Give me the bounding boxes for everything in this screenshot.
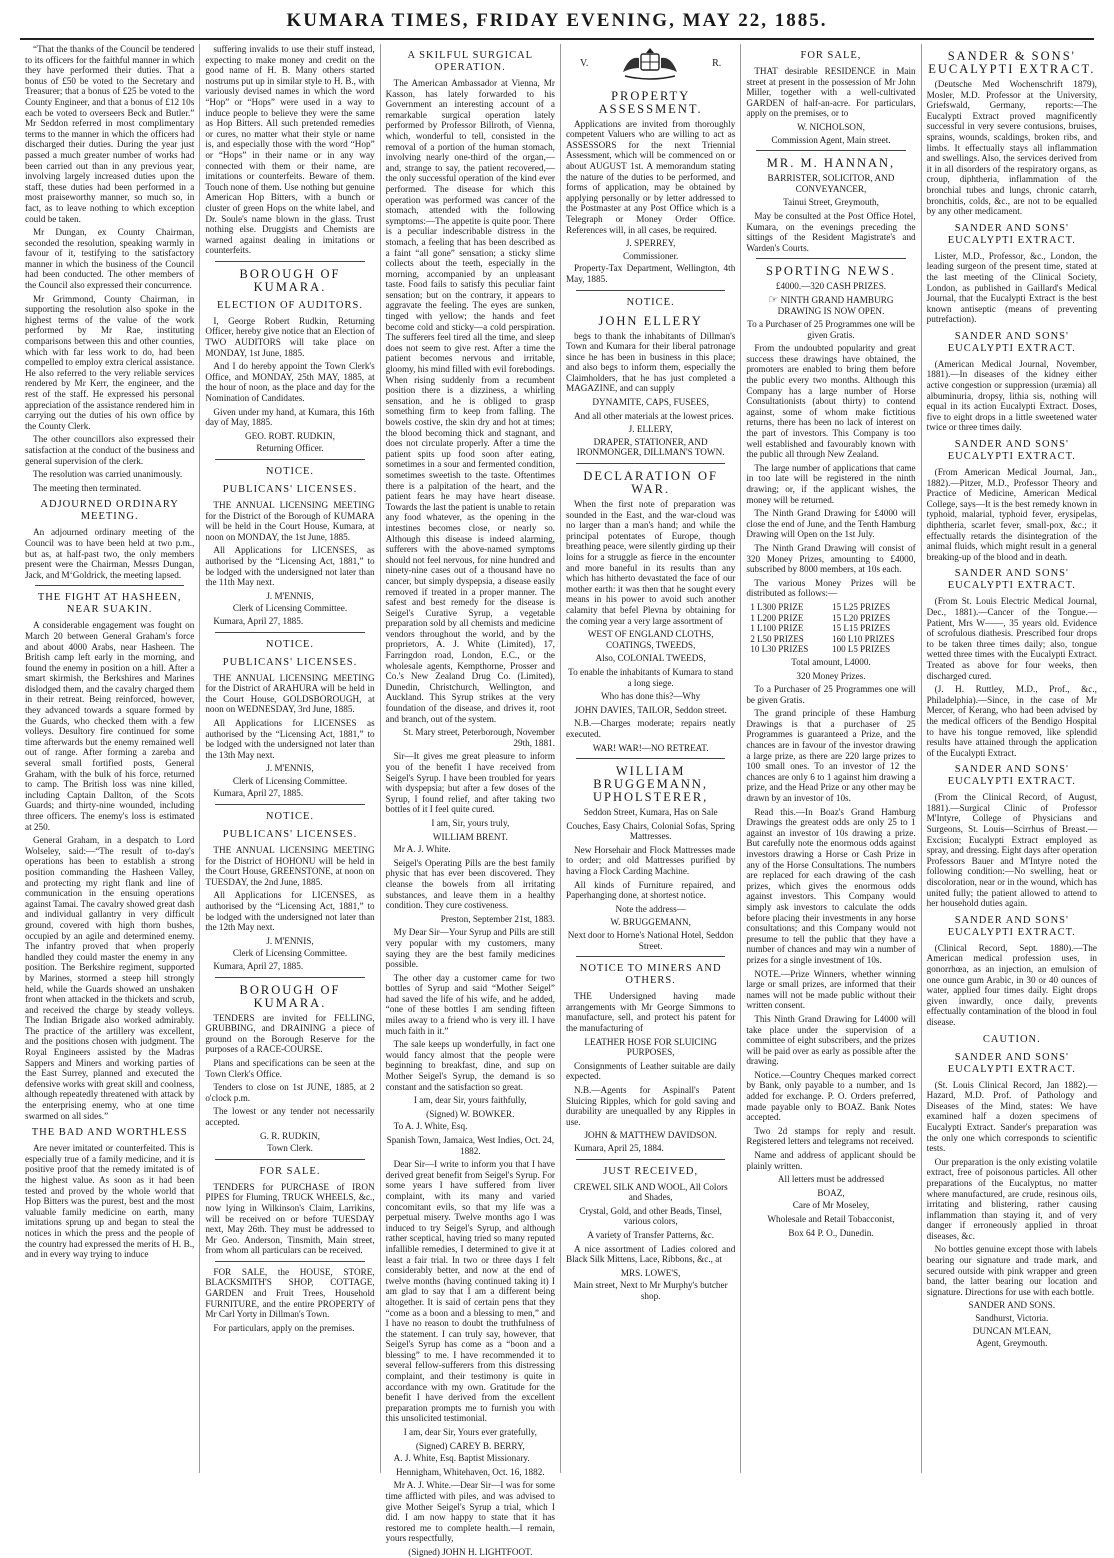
signature: WILLIAM BRENT. [432,831,508,842]
paragraph: NOTE.—Prize Winners, whether winning large or small prizes, are informed that their names will not be made public without their written consent. [746,968,916,1011]
section-heading: CAUTION. [982,1033,1041,1045]
paragraph: All Applications for LICENSES as authorised by the “Licensing Act, 1881,” to be lodged with the undersigned not later than the 13th May next. [205,717,375,760]
paragraph: suffering invalids to use their stuff instead, expecting to make money and credit on the good name of H. B. Many others started nostrums put up in similar style to H. B., with variously devised names in which the word “Hop” or “Hops” were used in a way to induce people to believe they were the same as Hop Bitters. All such pretended remedies or cures, no matter what their style or name is, and especially those with the word “Hop” or “Hops” in their name or in any way connected with them or their name, are imitations or counterfeits. Beware of them. Touch none of them. Use nothing but genuine American Hop Bitters, with a bunch or cluster of green Hops on the white label, and Dr. Soule's name blown in the glass. Trust nothing else. Druggists and Chemists are warned against dealing in imitations or counterfeits. [205,44,375,256]
section-heading: PUBLICANS' LICENSES. [222,484,358,495]
paragraph: The other councillors also expressed their satisfaction at the conduct of the business and general supervision of the clerk. [25,434,195,466]
paragraph: Couches, Easy Chairs, Colonial Sofas, Spring Mattresses. [566,820,735,842]
paragraph: TENDERS are invited for FELLING, GRUBBING, and DRAINING a piece of ground on the Borough Reserve for the purposes of a RACE-COURSE. [205,1012,375,1055]
paragraph: N.B.—Charges moderate; repairs neatly executed. [565,718,736,739]
section-heading: NOTICE. [265,466,315,477]
signature-title: Commission Agent, Main street. [771,134,891,145]
paragraph [746,295,915,316]
paragraph: LEATHER HOSE FOR SLUICING PURPOSES, [584,1036,717,1058]
paragraph: I am, dear Sir, yours faithfully, [413,1095,527,1106]
newspaper-columns [20,44,1102,1557]
section-heading: THE FIGHT AT HASHEEN, NEAR SUAKIN. [37,592,182,616]
signature: J. ELLERY, [628,424,673,435]
paragraph: (Deutsche Med Wochenschrift 1879), Mosler, M.D. Professor at the University, Griefswald, Germany, reports:—The Eucalypti Extract proved magnificently successful in very severe contusions, bruises, sprains, wounds, scaldings, broken ribs, and limbs. It effectually stays all inflammation and swellings. Also, the services derived from it in all disorders of the respiratory organs, as croup, diphtheria, inflammation of the bronchial tubes and lungs, chronic catarrh, bronchitis, colds, &c., are not to be equalled by any other medicament. [926,79,1097,217]
paragraph: Main street, Next to Mr Murphy's butcher shop. [573,1280,728,1301]
section-heading: NOTICE TO MINERS AND OTHERS. [579,963,722,987]
letter-location: St. Mary street, Peterborough, November 29th, 1881. [403,727,555,748]
paragraph: The Ninth Grand Drawing will consist of 320 Money Prizes, amounting to £4000, subscribed by 8000 members, at 10s each. [746,542,916,575]
paragraph: THE ANNUAL LICENSING MEETING for the District of the Borough of KUMARA will be held in the Court House, Kumara, at noon on MONDAY, the 1st June, 1885. [205,500,375,542]
notice-date: Kumara, April 27, 1885. [213,615,304,626]
section-heading: A SKILFUL SURGICAL OPERATION. [407,50,534,73]
section-heading: NOTICE. [626,296,675,308]
signature-title: Clerk of Licensing Committee. [232,775,348,786]
masthead [20,8,1094,40]
signature: W. BRUGGEMANN, [610,917,691,928]
paragraph: To A. J. White, Esq. [393,1121,468,1132]
prize-cell: 15 L25 PRIZES [832,601,891,612]
notice-heading: JOHN ELLERY [598,313,703,328]
coat-of-arms-icon [615,46,685,84]
paragraph: The lowest or any tender not necessarily accepted. [205,1106,375,1127]
paragraph: A nice assortment of Ladies colored and Black Silk Mittens, Lace, Ribbons, &c., at [565,1243,736,1265]
signature: G. R. RUDKIN, [260,1130,320,1141]
prize-cell: 10 L30 PRIZES [750,644,809,655]
signature: W. NICHOLSON, [797,121,865,132]
column-4 [561,44,741,1473]
paragraph: THAT desirable RESIDENCE in Main street at present in the possession of Mr John Miller, together with a well-cultivated GARDEN of half-an-acre. For particulars, apply on the premises, or to [746,66,916,119]
paragraph: (J. H. Ruttley, M.D., Prof., &c., Philadelphia).—Since, in the case of Mr Mercer, of Kerang, who had been advised by the medical officers of the Bendigo Hospital to have his tongue removed, like splendid results have attained through the application of the Eucalypti Extract. [926,684,1097,758]
paragraph: Property-Tax Department, Wellington, 4th May, 1885. [565,263,736,284]
paragraph: Who has done this?—Why [601,691,701,702]
paragraph: A considerable engagement was fought on March 20 between General Graham's force and about 4000 Arabs, near Hasheen. The British camp left early in the morning, and found the enemy in position on a hill. After a smart skirmish, the Berkshires and Marines dislodged them, and the cavalry charged them in their retreat. Being reinforced, however, they advanced towards a square formed by the Guards, who checked them with a few volleys. Desultory fire continued for some time afterwards but the enemy remained well out of range. After forming a zareba and several small fortified posts, General Graham, with the bulk of his force, returned to camp. The British loss was nine killed, including Captain Dallton, of the Scots Guards; and thirty-nine wounded, including three officers. The enemy's loss is estimated at 250. [25,620,195,832]
signature-title: Returning Officer. [256,443,324,454]
paragraph: Are never imitated or counterfeited. This is especially true of a family medicine, and it is positive proof that the remedy imitated is of the highest value. As soon as it had been tested and proved by the whole world that Hop Bitters was the purest, best and the most valuable family medicine on earth, many imitations sprung up and began to steal the notices in which the press and the people of the country had expressed the merits of H. B., and in every way trying to induce [25,1143,195,1260]
notice-heading: DECLARATION OF WAR. [583,469,718,497]
paragraph: CREWEL SILK AND WOOL, All Colors and Shades, [573,1181,728,1203]
paragraph: Mr A. J. White.—Dear Sir—I was for some time afflicted with piles, and was advised to give Mother Seigel's Syrup a trial, which I did. I am now happy to state that it has restored me to complete health.—I remain, yours respectfully, [385,1480,555,1544]
notice-heading: PROPERTY ASSESSMENT. [598,88,703,116]
signature: (Signed) W. BOWKER. [426,1108,515,1119]
paragraph: FOR SALE, the HOUSE, STORE, BLACKSMITH'S SHOP, COTTAGE, GARDEN and Fruit Trees, Household FURNITURE, and the entire PROPERTY of Mr Carl Yorty in Dillman's Town. [205,1266,375,1320]
signature-title: Town Clerk. [267,1143,313,1154]
paragraph: Our preparation is the only existing volatile extract, free of poisonous particles. All other preparations of the Eucalyptus, no matter where manufactured, are crude, resinous oils, irritating and blistering, rather causing inflammation than staying it, and of very danger if erroneously applied in throat diseases, &c. [926,1156,1097,1241]
section-heading: FOR SALE. [259,1165,321,1177]
section-heading: ADJOURNED ORDINARY MEETING. [40,499,179,523]
section-heading: NOTICE. [265,638,315,650]
notice-heading: BOROUGH OF KUMARA. [239,982,341,1010]
paragraph: Crystal, Gold, and other Beads, Tinsel, various colors, [579,1205,722,1227]
divider [215,1261,364,1262]
notice-heading: WILLIAM BRUGGEMANN, UPHOLSTERER, [592,764,709,805]
paragraph: Kumara, April 25, 1884. [573,1142,664,1153]
paragraph: An adjourned ordinary meeting of the Council was to have been held at two p.m., but as, at half-past two, the only members present were the Chairman, Messrs Dungan, Jack, and M‘Goldrick, the meeting lapsed. [25,527,195,580]
paragraph: THE Undersigned having made arrangements with Mr George Simmons to manufacture, sell, and protect his patent for the manufacturing of [565,991,736,1033]
paragraph: A variety of Transfer Patterns, &c. [587,1229,715,1240]
pointing-hand-icon: ☞ [768,293,779,306]
paragraph: 320 Money Prizes. [796,670,866,681]
section-heading: FOR SALE, [800,50,862,61]
paragraph: WEST OF ENGLAND CLOTHS, COATINGS, TWEEDS, [587,629,714,650]
prize-cell: 100 L5 PRIZES [832,644,891,655]
paragraph: “That the thanks of the Council be tendered to its officers for the faithful manner in which they have performed their duties. That a bonus of £50 be voted to the Secretary and Treasurer; that a bonus of £25 be voted to the County Engineer, and that a bonus of £12 10s each be voted to overseers Beck and Butler.” Mr Seddon referred in most complimentary terms to the manner in which the officers had discharged their duties. During the year just passed a much greater number of works had been carried out than in any previous year, involving largely increased duties upon the staff, these duties had been performed in a most praiseworthy manner, so much so, in fact, as to leave nothing to which exception could be taken. [25,44,195,224]
paragraph: (From St. Louis Electric Medical Journal, Dec., 1881).—Cancer of the Tongue.—Patient, Mrs W——, 35 years old. Evidence of scrofulous diathesis. Prescribed four drops to be taken three times daily; also, tongue wetted three times with the Eucalypti Extract. Treated as above for four weeks, then discharged cured. [926,596,1097,681]
section-heading: THE BAD AND WORTHLESS [31,1127,188,1139]
paragraph: Note the address— [615,903,686,914]
crest-letter-v: V. [579,57,589,69]
paragraph: The grand principle of these Hamburg Drawings is that a purchaser of 25 Programmes is guaranteed a Prize, and the chances are in favour of the investor drawing a large prize, as there are 220 large prizes to 100 small ones. To an investor of 12 the chances are only 6 to 1 against him drawing a prize, and the Head Prize or any other may be drawn by an investor of 10s. [746,708,916,804]
paragraph: The various Money Prizes will be distributed as follows:— [746,577,916,599]
table-row [746,634,915,645]
paragraph: I am, dear Sir, Yours ever gratefully, [403,1427,537,1438]
divider [576,758,725,759]
paragraph: A. J. White, Esq. Baptist Missionary. [393,1453,530,1464]
paragraph: All letters must be addressed [777,1174,885,1185]
paragraph: Tainui Street, Greymouth, [783,197,879,208]
signature-title: Clerk of Licensing Committee. [232,948,348,959]
divider [35,585,184,586]
paragraph: When the first note of preparation was sounded in the East, and the war-cloud was no larger than a man's hand; and while the principal potentates of Europe, though breathing peace, were silently girding up their loins for a struggle as fierce in the encounter and more baneful in its results than any which has hitherto devastated the face of our mother earth: it was then that he sought every means in his power to avoid such another calamity that befel Plevna by obtaining for the coming year a very large assortment of [565,499,736,626]
column-1 [20,44,200,1473]
paragraph: General Graham, in a despatch to Lord Wolseley, said:—“The result of to-day's operations has been to establish a strong position commanding the Hasheen Valley, and protecting my right flank and line of communication in the ensuing operations against Tamai. The cavalry showed great dash and individual gallantry in very difficult ground, covered with high thorn bushes, occupied by an agile and determined enemy. The infantry proved that when properly handled they could master the enemy in any position. The Berkshire regiment, supported by Marines, stormed a steep hill strongly held, while the Guards showed an unshaken front when attacked in the thickets and scrub, and received the charge by steady volleys. The Indian Brigade also worked admirably. The practice of the artillery was excellent, and the positions chosen with judgment. The Royal Engineers assisted by the Madras Sappers and Miners and working parties of the East Surrey, planned and executed the defensive works with great skill and coolness, although repeatedly threatened with attack by the enterprising enemy, who at one time swarmed on all sides.” [25,835,195,1121]
paragraph: My Dear Sir—Your Syrup and Pills are still very popular with my customers, many saying they are the best family medicines possible. [385,927,555,970]
paragraph: THE ANNUAL LICENSING MEETING for the District of HOHONU will be held in the Court House, GREENSTONE, at noon on TUESDAY, the 2nd June, 1885. [205,845,375,887]
prize-cell: 2 L50 PRIZES [750,633,804,644]
prize-cell: 1 L300 PRIZE [750,601,804,612]
paragraph: Seddon Street, Kumara, Has on Sale [583,807,718,818]
section-heading: SANDER AND SONS' EUCALYPTI EXTRACT. [947,568,1076,592]
table-row [746,623,915,634]
paragraph: Also, COLONIAL TWEEDS, [595,653,706,664]
notice-date: Kumara, April 27, 1885. [213,961,304,971]
paragraph: This Ninth Grand Drawing for L4000 will take place under the supervision of a committee of eight subscribers, and the prizes will be paid over as early as possible after the drawing. [746,1013,916,1067]
prize-table [746,602,915,655]
paragraph: Name and address of applicant should be plainly written. [746,1150,916,1171]
paragraph: And all other materials at the lowest prices. [573,410,734,421]
paragraph: Total amount, L4000. [791,656,871,667]
royal-crest [566,44,735,84]
prize-cell: 160 L10 PRIZES [832,633,895,644]
masthead-title: KUMARA TIMES, FRIDAY EVENING, MAY 22, 1885. [286,10,828,31]
divider [756,150,905,151]
column-3 [381,44,561,1557]
paragraph: Notice.—Country Cheques marked correct by Bank, only payable to a number, and 1s added for exchange. P. O. Orders preferred, made payable only to BOAZ. Bank Notes accepted. [746,1069,916,1123]
section-heading: SANDER AND SONS' EUCALYPTI EXTRACT. [947,764,1076,788]
signature: GEO. ROBT. RUDKIN, [245,430,335,441]
table-row [746,613,915,624]
column-6 [922,44,1102,1473]
paragraph: THE ANNUAL LICENSING MEETING for the District of ARAHURA will be held in the Court House, GOLDSBOROUGH, at noon on WEDNESDAY, 3rd June, 1885. [205,672,375,715]
crest-letter-r: R. [712,57,722,69]
paragraph: The large number of applications that came in too late will be registered in the ninth drawing; or, if the applicant wishes, the money will be returned. [746,462,916,505]
section-heading: SANDER AND SONS' EUCALYPTI EXTRACT. [947,439,1076,463]
paragraph: New Horsehair and Flock Mattresses made to order; and old Mattresses purified by having a Flock Carding Machine. [565,844,736,877]
letter-location: Hennigham, Whitehaven, Oct. 16, 1882. [396,1466,545,1477]
paragraph: Dear Sir—I write to inform you that I have derived great benefit from Seigel's Syrup. For some years I have suffered from liver complaint, with its many and varied concomitant evils, so that my life was a perpetual misery. Twelve months ago I was induced to try Seigel's Syrup, and although rather sceptical, having tried so many reputed infallible remedies, I determined to give it at least a fair trial. In two or three days I felt considerably better, and now at the end of twelve months (having continued taking it) I am glad to say that I am a different being altogether. It is said of certain pens that they “come as a boon and a blessing to men,” and I have no reason to doubt the truthfulness of the statement. I can truly say, however, that Seigel's Syrup has come as a “boon and a blessing” to me. I have recommended it to several fellow-sufferers from this distressing complaint, and their testimony is quite in accordance with my own. Gratitude for the benefit I have derived from the excellent preparation prompts me to furnish you with this unsolicited testimonial. [385,1159,555,1424]
signature-title: Clerk of Licensing Committee. [232,603,348,614]
paragraph: JOHN DAVIES, TAILOR, Seddon street. [574,704,727,715]
prize-cell: 1 L100 PRIZE [750,623,804,634]
signature: (Signed) JOHN H. LIGHTFOOT. [408,1546,533,1557]
paragraph: Next door to Horne's National Hotel, Seddon Street. [567,930,734,951]
signature-title: DRAPER, STATIONER, AND IRONMONGER, DILLMAN'S TOWN. [576,436,725,458]
paragraph: (St. Louis Clinical Record, Jan 1882).—Hazard, M.D. Prof. of Pathology and Diseases of the Mind, states: We have examined half a dozen specimens of Eucalypti Extract. Sander's preparation was the only one which corresponds to scientific tests. [926,1079,1097,1154]
paragraph: Seigel's Operating Pills are the best family physic that has ever been discovered. They cleanse the bowels from all irritating substances, and leave them in a healthy condition. They cure costiveness. [385,857,555,911]
paragraph: Two 2d stamps for reply and result. Registered letters and telegrams not received. [746,1125,916,1147]
signature: JOHN & MATTHEW DAVIDSON. [584,1130,717,1141]
divider [576,956,725,957]
paragraph: begs to thank the inhabitants of Dillman's Town and Kumara for their liberal patronage since he has been in business in this place; and also begs to inform them, especially the Claimholders, that he has just completed a MAGAZINE, and can supply [565,330,736,394]
notice-heading: BOROUGH OF KUMARA. [239,266,341,294]
paragraph: (From American Medical Journal, Jan., 1882).—Pitzer, M.D., Professor Theory and Practice of Medicine, American Medical College, says—It is the best remedy known in typhoid, malarial, typhoid fever, erysipelas, diphtheria, scarlet fever, small-pox, &c.; it effectually retards the disintegration of the animal fluids, which might result in a general breaking-up of the blood and in death. [926,467,1097,562]
paragraph: Box 64 P. O., Dunedin. [788,1227,874,1238]
paragraph: Care of Mr Moseley, [792,1200,870,1211]
prize-cell: 1 L200 PRIZE [750,612,804,623]
divider [756,258,905,259]
paragraph: I am, Sir, yours truly, [431,817,510,828]
divider [576,1159,725,1160]
table-row [746,602,915,613]
column-5 [741,44,921,1473]
signature-title: Agent, Greymouth. [976,1338,1048,1349]
notice-date: Kumara, April 27, 1885. [213,788,304,799]
paragraph: Applications are invited from thoroughly competent Valuers who are willing to act as ASSESSORS for the next Triennial Assessment, which will be commenced on or about AUGUST 1st. A memorandum stating the nature of the duties to be performed, and forms of application, may be obtained by applying personally or by letter addressed to the Postmaster at any Post Office which is a Telegraph or Money Order Office. References will, in all cases, be required. [565,118,736,235]
notice-heading: SANDER & SONS' EUCALYPTI EXTRACT. [928,49,1096,76]
signature: MRS. LOWE'S, [620,1267,681,1278]
section-heading: NOTICE. [265,811,315,823]
paragraph: And I do hereby appoint the Town Clerk's Office, and MONDAY, 25th MAY, 1885, at the hour of noon, as the place and day for the Nomination of Candidates. [205,361,375,404]
paragraph: I, George Robert Rudkin, Returning Officer, hereby give notice that an Election of TWO AUDITORS will take place on MONDAY, 1st June, 1885. [205,315,375,358]
letter-location: Spanish Town, Jamaica, West Indies, Oct. 24, 1882. [386,1135,555,1156]
divider [215,261,364,262]
drawing-open-label: NINTH GRAND HAMBURG DRAWING IS NOW OPEN. [777,294,894,316]
notice-heading: SPORTING NEWS. [765,264,896,279]
signature: J. M'ENNIS, [266,590,314,601]
paragraph: The sale keeps up wonderfully, in fact one would fancy almost that the people were beginning to breakfast, dine, and sup on Mother Seigel's Syrup, the demand is so constant and the satisfaction so great. [385,1039,555,1092]
paragraph: BARRISTER, SOLICITOR, AND CONVEYANCER, [767,173,895,194]
signature: SANDER AND SONS. [968,1300,1056,1311]
paragraph: Consignments of Leather suitable are daily expected. [565,1060,736,1082]
divider [215,632,364,633]
paragraph: DYNAMITE, CAPS, FUSEES, [592,397,709,408]
paragraph: (American Medical Journal, November, 1881).—In diseases of the kidney either active congestion or suppression (uræmia) all albuminuria, dropsy, lithia sis, nothing will equal in its action Eucalypti Extract. Doses, five to eight drops in a little sweetened water twice or three times daily. [926,358,1097,433]
paragraph: To a Purchaser of 25 Programmes one will be given Gratis. [747,319,915,340]
divider [215,804,364,805]
paragraph: Tenders to close on 1st JUNE, 1885, at 2 o'clock p.m. [205,1082,375,1103]
paragraph: Plans and specifications can be seen at the Town Clerk's Office. [205,1057,375,1079]
prize-cell: 15 L20 PRIZES [832,612,891,623]
paragraph: TENDERS for PURCHASE of IRON PIPES for Fluming, TRUCK WHEELS, &c., now lying in Wilkinson's Claim, Larrikins, will be received on or before TUESDAY next, May 26th. They must be addressed to Mr Geo. Anderson, Tinsmith, Main street, from whom all particulars can be received. [205,1181,375,1256]
paragraph: From the undoubted popularity and great success these drawings have obtained, the promoters are enabled to bring them before the public every two months. Although this Company has a large number of Horse Consultationists (about thirty) to contend against, some of whom make fictitious returns, there has been no lack of interest on the part of investors. This Company is too well established and favourably known with the public all through New Zealand. [746,343,916,460]
section-heading: SANDER AND SONS' EUCALYPTI EXTRACT. [947,1051,1076,1075]
paragraph: Lister, M.D., Professor, &c., London, the leading surgeon of the present time, stated at the last meeting of the Clinical Society, London, as published in Gaillard's Medical Journal, that the Eucalypti Extract is the best known antiseptic (means of preventing putrefaction). [926,250,1097,325]
paragraph: (Clinical Record, Sept. 1880).—The American medical profession uses, in gonorrhœa, as an injection, an emulsion of one ounce gum Arabic, in 30 or 40 ounces of water, applied four times daily. Eight drops given inwardly, once daily, prevents effectually contamination of the blood in foul disease. [926,942,1097,1027]
signature: BOAZ, [817,1187,845,1198]
signature-title: Commissioner. [622,250,679,261]
divider [215,977,364,978]
section-heading: PUBLICANS' LICENSES. [222,656,358,668]
paragraph: The American Ambassador at Vienna, Mr Kasson, has lately forwarded to his Government an interesting account of a remarkable surgical operation lately performed by Professor Billroth, of Vienna, which, wonderful to tell, consisted in the removal of a portion of the human stomach, involving nearly one-third of the organ,—and, strange to say, the patient recovered,—the only successful operation of the kind ever performed. The disease for which this operation was performed was cancer of the stomach, attended with the following symptoms:—The appetite is quite poor. There is a peculiar indescribable distress in the stomach, a feeling that has been described as a faint “all gone” sensation; a sticky slime collects about the teeth, especially in the morning, accompanied by an unpleasant taste. Food fails to satisfy this peculiar faint sensation; but on the contrary, it appears to aggravate the feeling. The eyes are sunken, tinged with yellow; the hands and feet become cold and sticky—a cold perspiration. The sufferers feel tired all the time, and sleep does not seem to give rest. After a time the patient becomes nervous and irritable, gloomy, his mind filled with evil forebodings. When rising suddenly from a recumbent position there is a dizziness, a whirling sensation, and he is obliged to grasp something firm to keep from falling. The bowels costive, the skin dry and hot at times; the blood becoming thick and stagnant, and does not circulate properly. After a time the patient spits up food soon after eating, sometimes in a sour and fermented condition, sometimes sweetish to the taste. Oftentimes there is a palpitation of the heart, and the patient fears he may have heart disease. Towards the last the patient is unable to retain any food whatever, as the opening in the intestines becomes close, or nearly so. Although this disease is indeed alarming, sufferers with the above-named symptoms should not feel nervous, for nine hundred and ninety-nine cases out of a thousand have no cancer, but simply dyspepsia, a disease easily removed if treated in a proper manner. The safest and best remedy for the disease is Seigel's Curative Syrup, a vegetable preparation sold by all chemists and medicine vendors throughout the world, and by the proprietors, A. J. White (Limited), 17, Farringdon road, London, E.C., or the wholesale agents, Kempthorne, Prosser and Co.'s New Zealand Drug Co. (Limited), Dunedin, Christchurch, Wellington, and Auckland. This Syrup strikes at the very foundation of the disease, and drives it, root and branch, out of the system. [385,78,555,724]
signature: J. SPERREY, [625,238,676,249]
signature-title: Sandhurst, Victoria. [975,1313,1049,1324]
paragraph: May be consulted at the Post Office Hotel, Kumara, on the evenings preceding the sittings of the Resident Magistrate's and Warden's Courts. [746,210,916,253]
table-row [746,644,915,655]
paragraph: The meeting then terminated. [33,482,142,493]
paragraph: Wholesale and Retail Tobacconist, [767,1214,895,1224]
paragraph: WAR! WAR!—NO RETREAT. [592,742,709,753]
paragraph: Sir—It gives me great pleasure to inform you of the benefit I have received from Seigel's Syrup. I have been troubled for years with dyspepsia; but after a few doses of the Syrup, I found relief, and after taking two bottles of it I feel quite cured. [385,751,555,815]
signature: J. M'ENNIS, [266,935,314,946]
paragraph: Given under my hand, at Kumara, this 16th day of May, 1885. [205,406,375,428]
paragraph: Read this.—In Boaz's Grand Hamburg Drawings the greatest odds are only 25 to 1 against an investor of 10s drawing a prize. But carefully note the enormous odds against investors drawing a Horse or Cash Prize in any of the Horse Consultations. The numbers are replaced for each drawing of the cash prizes, which gives the enormous odds against investors. This Company would simply ask investors to calculate the odds before placing their investments in any horse consultations; and this Company would not presume to tell the public that they have a number of chances and may win a number of prizes for a single investment of 10s. [746,806,916,965]
section-heading: PUBLICANS' LICENSES. [222,829,358,841]
prize-cell: 15 L15 PRIZES [832,623,891,634]
paragraph: N.B.—Agents for Aspinall's Patent Sluicing Ripples, which for gold saving and durability are unequalled by any Ripples in use. [565,1084,736,1127]
paragraph: The Ninth Grand Drawing for £4000 will close the end of June, and the Tenth Hamburg Drawing will Open on the 1st July. [746,508,916,540]
paragraph: (From the Clinical Record, of August, 1881).—Surgical Clinic of Professor M'Intyre, College of Physicians and Surgeons, St. Louis—Scirrhus of Breast.—Excision; Eucalypti Extract employed as spray, and dressing. Eight days after operation Professors Bauer and M'Intyre noted the following condition:—No swelling, heat or discoloration, near or in the wound, which has united fully; the patient allowed to attend to her household duties again. [926,792,1097,909]
paragraph: Mr A. J. White. [393,844,451,855]
paragraph: £4000.—320 CASH PRIZES. [775,281,887,292]
paragraph: For particulars, apply on the premises. [213,1322,355,1333]
section-heading: SANDER AND SONS' EUCALYPTI EXTRACT. [947,914,1076,938]
paragraph: Mr Dungan, ex County Chairman, seconded the resolution, speaking warmly in favour of it, testifying to the satisfactory manner in which the business of the Council had been conducted. The other members of the Council also expressed their concurrence. [25,227,195,291]
section-heading: SANDER AND SONS' EUCALYPTI EXTRACT. [947,330,1076,354]
paragraph: To enable the inhabitants of Kumara to stand a long siege. [568,666,734,688]
divider [576,290,725,291]
section-heading: SANDER AND SONS' EUCALYPTI EXTRACT. [947,222,1076,246]
section-heading: JUST RECEIVED, [603,1165,699,1177]
section-heading: ELECTION OF AUDITORS. [217,299,363,311]
divider [576,463,725,464]
signature: DUNCAN M'LEAN, [972,1325,1051,1336]
signature: J. M'ENNIS, [266,763,314,774]
paragraph: The other day a customer came for two bottles of Syrup and said “Mother Seigel” had saved the life of his wife, and he added, “one of these bottles I am sending fifteen miles away to a friend who is very ill. I have much faith in it.” [385,972,555,1036]
divider [215,1159,364,1160]
letter-location: Preston, September 21st, 1883. [440,913,555,924]
divider [215,459,364,460]
signature: (Signed) CAREY B. BERRY, [415,1440,525,1451]
paragraph: All Applications for LICENSES, as authorised by the “Licensing Act, 1881,” to be lodged with the undersigned not later than the 12th May next. [205,890,375,933]
paragraph: The resolution was carried unanimously. [33,469,183,480]
notice-heading: MR. M. HANNAN, [766,156,896,171]
paragraph: All Applications for LICENSES, as authorised by the “Licensing Act, 1881,” to be lodged with the undersigned not later than the 11th May next. [205,545,375,588]
paragraph: All kinds of Furniture repaired, and Paperhanging done, at shortest notice. [565,879,736,901]
paragraph: No bottles genuine except those with labels bearing our signature and trade mark, and secured outside with pink wrapper and green band, the latter bearing our location and signature. Directions for use with each bottle. [926,1244,1097,1297]
column-2 [200,44,380,1473]
paragraph: Mr Grimmond, County Chairman, in supporting the resolution also spoke in the highest terms of the value of the work performed by Mr Rae, instituting comparisons between this and other counties, which with far less work to do, had been compelled to employ extra clerical assistance. He also referred to the very reliable services rendered by Mr Kerr, the engineer, and the rest of the staff. He expressed his personal appreciation of the assistance rendered him in carrying out the duties of his own office by the County Clerk. [25,293,195,431]
paragraph: To a Purchaser of 25 Programmes one will be given Gratis. [746,684,916,705]
